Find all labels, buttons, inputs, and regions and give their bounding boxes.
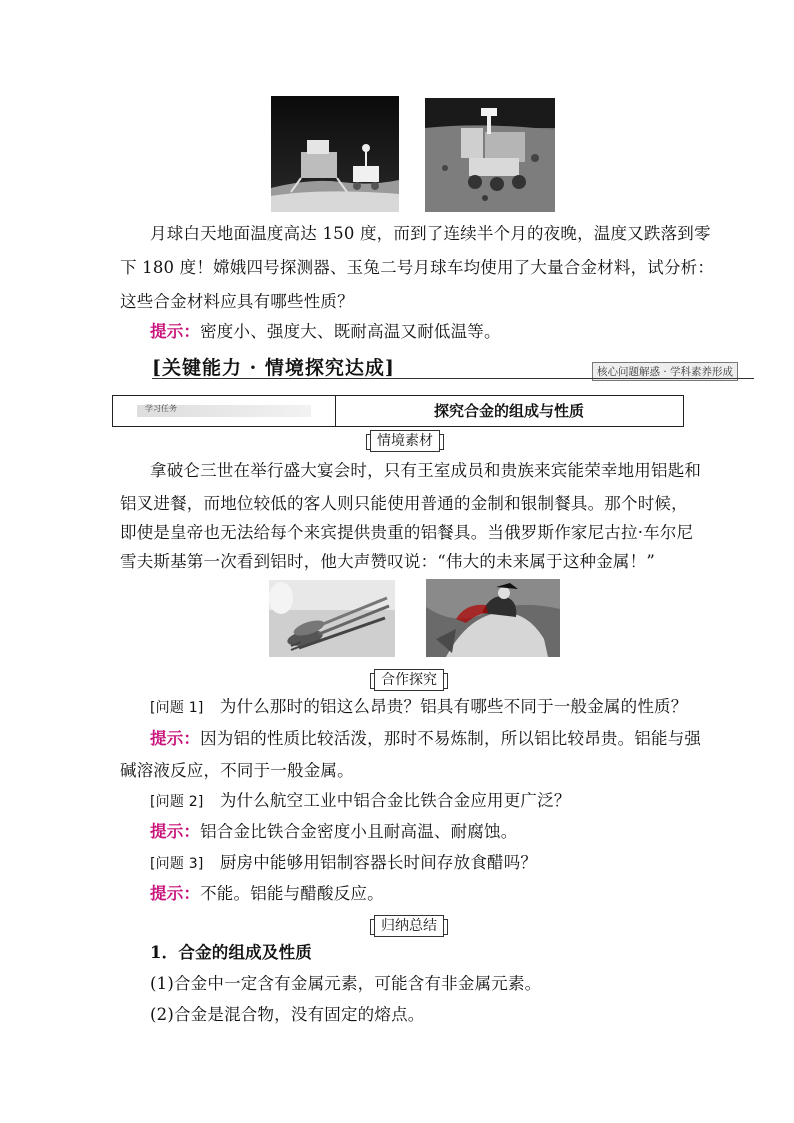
answer-3-text: 不能。铝能与醋酸反应。 bbox=[200, 884, 384, 903]
summary-heading: 1．合金的组成及性质 bbox=[150, 943, 312, 962]
intro-line-2: 下 180 度！嫦娥四号探测器、玉兔二号月球车均使用了大量合金材料，试分析： bbox=[120, 258, 715, 277]
situation-line-3: 即使是皇帝也无法给每个来宾提供贵重的铝餐具。当俄罗斯作家尼古拉·车尔尼 bbox=[120, 523, 694, 542]
hint-label: 提示： bbox=[150, 322, 201, 341]
answer-1-label: 提示： bbox=[150, 729, 201, 748]
section-title: [关键能力 · 情境探究达成] bbox=[152, 357, 395, 379]
question-3 bbox=[150, 846, 537, 881]
summary-label: 归纳总结 bbox=[374, 915, 444, 937]
section-rule bbox=[152, 378, 754, 379]
question-1 bbox=[150, 690, 687, 725]
task-left-label: 学习任务 bbox=[145, 404, 177, 413]
lunar-rover-photo bbox=[425, 98, 555, 212]
intro-hint bbox=[150, 315, 501, 349]
question-1-text: 为什么那时的铝这么昂贵？铝具有哪些不同于一般金属的性质？ bbox=[219, 697, 688, 716]
situation-line-2: 铝叉进餐，而地位较低的客人则只能使用普通的金制和银制餐具。那个时候， bbox=[120, 494, 688, 513]
answer-1-line-1: 因为铝的性质比较活泼，那时不易炼制，所以铝比较昂贵。铝能与强 bbox=[200, 729, 702, 748]
intro-line-1: 月球白天地面温度高达 150 度，而到了连续半个月的夜晚，温度又跌落到零 bbox=[150, 224, 711, 243]
answer-2-label: 提示： bbox=[150, 822, 201, 841]
question-2-label: [问题 2] bbox=[150, 794, 204, 810]
question-1-label: [问题 1] bbox=[150, 700, 204, 716]
task-left-cell bbox=[113, 396, 336, 426]
answer-3 bbox=[150, 877, 384, 911]
answer-3-label: 提示： bbox=[150, 884, 201, 903]
lunar-lander-photo bbox=[271, 96, 399, 212]
question-3-label: [问题 3] bbox=[150, 856, 204, 872]
answer-1 bbox=[150, 722, 701, 756]
situation-line-1: 拿破仑三世在举行盛大宴会时，只有王室成员和贵族来宾能荣幸地用铝匙和 bbox=[150, 461, 702, 480]
question-2-text: 为什么航空工业中铝合金比铁合金应用更广泛？ bbox=[219, 791, 571, 810]
task-table bbox=[112, 395, 684, 427]
hint-text: 密度小、强度大、既耐高温又耐低温等。 bbox=[200, 322, 501, 341]
section-right-tag: 核心问题解惑 · 学科素养形成 bbox=[592, 362, 738, 381]
answer-2-text: 铝合金比铁合金密度小且耐高温、耐腐蚀。 bbox=[200, 822, 518, 841]
summary-item-1: (1)合金中一定含有金属元素，可能含有非金属元素。 bbox=[150, 974, 542, 993]
intro-line-3: 这些合金材料应具有哪些性质？ bbox=[120, 292, 354, 311]
question-3-text: 厨房中能够用铝制容器长时间存放食醋吗？ bbox=[219, 853, 538, 872]
answer-1-line-2: 碱溶液反应，不同于一般金属。 bbox=[120, 761, 354, 780]
task-title: 探究合金的组成与性质 bbox=[433, 402, 584, 420]
summary-item-2: (2)合金是混合物，没有固定的熔点。 bbox=[150, 1005, 425, 1024]
aluminum-cutlery-photo bbox=[269, 580, 395, 657]
question-2 bbox=[150, 784, 571, 819]
situation-line-4: 雪夫斯基第一次看到铝时，他大声赞叹说：“伟大的未来属于这种金属！” bbox=[120, 552, 655, 571]
cooperation-label: 合作探究 bbox=[374, 669, 444, 691]
answer-2 bbox=[150, 815, 517, 849]
napoleon-painting-photo bbox=[426, 579, 560, 657]
situation-label: 情境素材 bbox=[370, 430, 440, 452]
